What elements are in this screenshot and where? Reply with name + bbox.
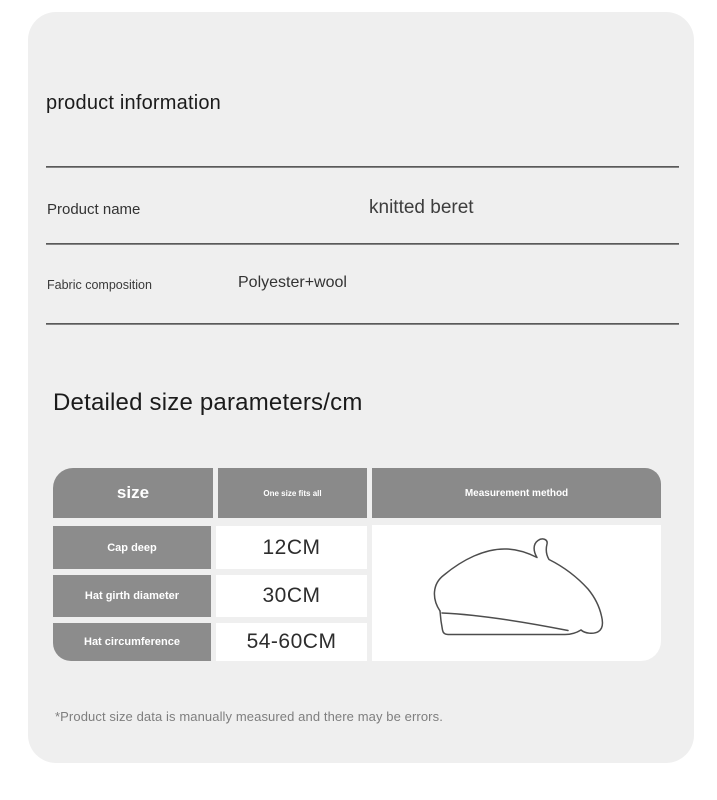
table-row-value-cap-deep: 12CM [216,526,367,569]
fabric-composition-value: Polyester+wool [238,274,347,291]
size-table-header-one-size: One size fits all [218,468,367,518]
size-disclaimer-note: *Product size data is manually measured and there may be errors. [55,709,443,724]
size-parameters-heading: Detailed size parameters/cm [53,389,363,416]
product-information-heading: product information [46,92,222,114]
divider [46,166,679,168]
divider [46,243,679,245]
divider [46,323,679,325]
table-row-label-hat-circumference: Hat circumference [53,623,211,661]
size-table-header-measurement-method: Measurement method [372,468,661,518]
table-row-value-hat-girth-diameter: 30CM [216,575,367,617]
table-row-label-cap-deep: Cap deep [53,526,211,569]
table-row-label-hat-girth-diameter: Hat girth diameter [53,575,211,617]
product-name-value: knitted beret [369,197,474,218]
beret-icon [372,525,661,661]
fabric-composition-label: Fabric composition [47,278,152,292]
product-info-card [28,12,694,763]
measurement-illustration-cell [372,525,661,661]
table-row-value-hat-circumference: 54-60CM [216,623,367,661]
product-name-label: Product name [47,201,141,218]
size-table-header-size: size [53,468,213,518]
